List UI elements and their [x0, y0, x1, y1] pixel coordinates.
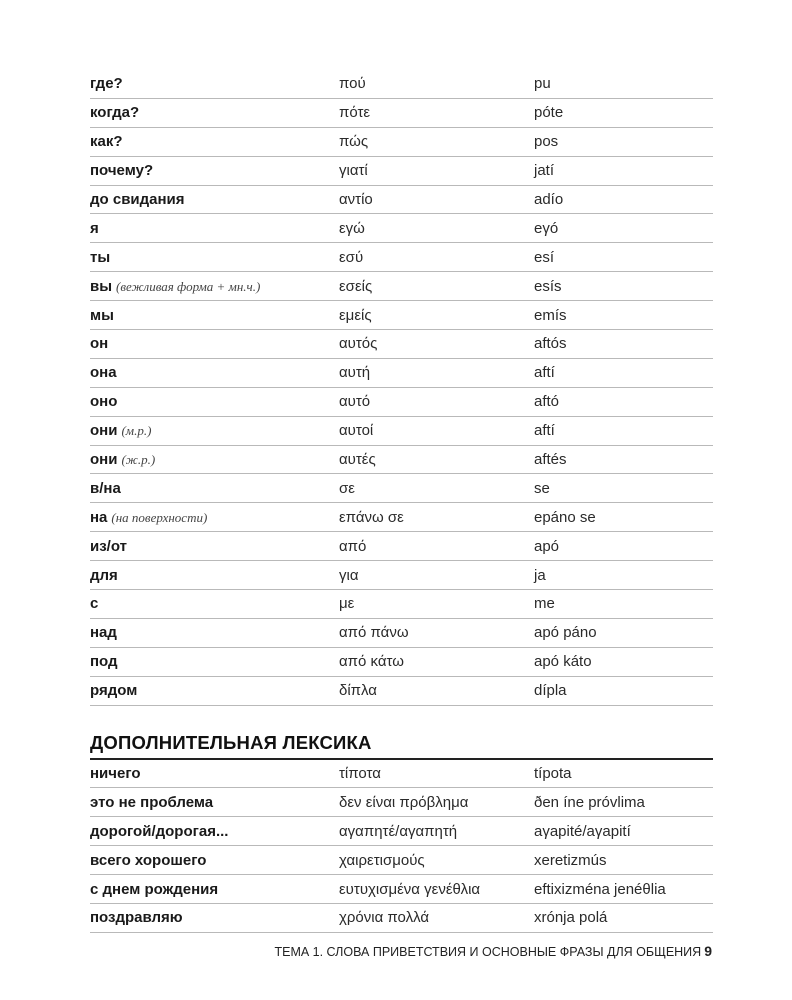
usage-note: (вежливая форма + мн.ч.): [116, 278, 261, 294]
greek-term: για: [339, 566, 359, 584]
greek-term: από: [339, 537, 367, 555]
transliteration: epáno se: [534, 508, 596, 526]
russian-term: [90, 191, 339, 208]
page-footer: [274, 943, 712, 959]
russian-term: [90, 595, 339, 612]
vocab-row: [90, 760, 713, 789]
vocab-row: [90, 128, 713, 157]
russian-term: [90, 278, 339, 295]
greek-term: εγώ: [339, 219, 365, 237]
transliteration: póte: [534, 104, 564, 122]
russian-term: [90, 682, 339, 699]
greek-term: αυτός: [339, 335, 378, 353]
vocab-row: [90, 359, 713, 388]
greek-term: αυτοί: [339, 422, 374, 440]
usage-note: (м.р.): [121, 423, 152, 439]
transliteration: aftó: [534, 393, 560, 411]
vocab-row: [90, 243, 713, 272]
vocab-table: [90, 70, 713, 706]
vocab-row: [90, 503, 713, 532]
russian-term: [90, 794, 339, 811]
greek-term: αντίο: [339, 191, 373, 208]
transliteration: dípla: [534, 682, 567, 700]
transliteration: típota: [534, 765, 572, 783]
greek-term: από πάνω: [339, 624, 409, 642]
vocab-row: [90, 70, 713, 99]
vocab-row: [90, 561, 713, 590]
greek-term: εμείς: [339, 306, 372, 324]
transliteration: me: [534, 595, 555, 613]
greek-term: με: [339, 595, 355, 613]
vocab-row: [90, 619, 713, 648]
russian-word: они: [90, 451, 118, 469]
greek-term: δεν είναι πρόβλημα: [339, 793, 469, 811]
vocab-row: [90, 474, 713, 503]
greek-term: πού: [339, 75, 366, 93]
russian-word: из/от: [90, 537, 127, 555]
vocab-row: [90, 417, 713, 446]
vocab-row: [90, 677, 713, 706]
page-content: [90, 70, 713, 933]
russian-term: [90, 823, 339, 840]
vocab-row: [90, 788, 713, 817]
greek-term: δίπλα: [339, 682, 377, 700]
russian-term: [90, 765, 339, 782]
russian-word: ничего: [90, 765, 141, 783]
transliteration: pu: [534, 75, 551, 93]
transliteration: aftí: [534, 422, 555, 440]
russian-word: как?: [90, 133, 123, 151]
transliteration: jatí: [534, 162, 555, 180]
russian-word: почему?: [90, 162, 154, 180]
transliteration: apó páno: [534, 624, 597, 642]
russian-word: мы: [90, 306, 114, 324]
extra-vocab-table: [90, 760, 713, 933]
russian-term: [90, 624, 339, 641]
russian-term: [90, 75, 339, 92]
russian-word: рядом: [90, 682, 138, 700]
page-number: 9: [704, 943, 712, 959]
russian-term: [90, 509, 339, 526]
vocab-row: [90, 388, 713, 417]
russian-word: дорогой/дорогая...: [90, 822, 229, 840]
transliteration: apó: [534, 537, 560, 555]
vocab-row: [90, 214, 713, 243]
greek-term: πότε: [339, 104, 371, 122]
greek-term: χρόνια πολλά: [339, 909, 430, 927]
russian-word: я: [90, 219, 99, 237]
russian-term: [90, 538, 339, 555]
greek-term: αυτή: [339, 364, 371, 382]
transliteration: xrónja polá: [534, 909, 608, 927]
russian-word: всего хорошего: [90, 851, 207, 869]
transliteration: eftixizména jenéθlia: [534, 880, 666, 898]
russian-term: [90, 162, 339, 179]
transliteration: apó káto: [534, 653, 592, 671]
vocab-row: [90, 157, 713, 186]
russian-word: он: [90, 335, 109, 353]
transliteration: aftés: [534, 451, 567, 469]
vocab-row: [90, 272, 713, 301]
transliteration: ðen íne próvlima: [534, 793, 645, 811]
transliteration: esís: [534, 277, 562, 295]
russian-word: для: [90, 566, 118, 584]
russian-word: оно: [90, 393, 118, 411]
usage-note: (на поверхности): [111, 509, 208, 525]
footer-chapter-title: ТЕМА 1. СЛОВА ПРИВЕТСТВИЯ И ОСНОВНЫЕ ФРАЗЫ ДЛЯ ОБЩЕНИЯ: [274, 945, 702, 959]
vocab-row: [90, 846, 713, 875]
transliteration: aγapité/aγapití: [534, 822, 631, 840]
russian-word: до свидания: [90, 191, 185, 208]
vocab-row: [90, 648, 713, 677]
russian-term: [90, 653, 339, 670]
greek-term: αυτές: [339, 451, 376, 469]
russian-word: под: [90, 653, 118, 671]
greek-term: ευτυχισμένα γενέθλια: [339, 880, 481, 898]
russian-term: [90, 852, 339, 869]
vocab-row: [90, 875, 713, 904]
transliteration: esí: [534, 248, 555, 266]
russian-term: [90, 133, 339, 150]
russian-word: они: [90, 422, 118, 440]
transliteration: xeretizmús: [534, 851, 607, 869]
greek-term: γιατί: [339, 162, 368, 180]
transliteration: pos: [534, 133, 559, 151]
greek-term: εσείς: [339, 277, 373, 295]
vocab-row: [90, 301, 713, 330]
russian-word: это не проблема: [90, 793, 214, 811]
transliteration: emís: [534, 306, 567, 324]
transliteration: ja: [534, 566, 546, 584]
russian-term: [90, 249, 339, 266]
vocab-row: [90, 99, 713, 128]
vocab-row: [90, 446, 713, 475]
greek-term: τίποτα: [339, 765, 381, 783]
greek-term: αγαπητέ/αγαπητή: [339, 822, 458, 840]
russian-term: [90, 393, 339, 410]
vocab-row: [90, 590, 713, 619]
transliteration: eγó: [534, 219, 559, 237]
russian-word: когда?: [90, 104, 140, 122]
greek-term: σε: [339, 479, 355, 497]
russian-term: [90, 422, 339, 439]
vocab-row: [90, 817, 713, 846]
russian-word: она: [90, 364, 117, 382]
russian-term: [90, 451, 339, 468]
russian-term: [90, 220, 339, 237]
transliteration: adío: [534, 191, 564, 208]
russian-word: где?: [90, 75, 123, 93]
transliteration: se: [534, 479, 550, 497]
russian-term: [90, 335, 339, 352]
greek-term: από κάτω: [339, 653, 404, 671]
vocab-row: [90, 904, 713, 933]
greek-term: αυτό: [339, 393, 371, 411]
russian-word: вы: [90, 277, 113, 295]
russian-term: [90, 909, 339, 926]
greek-term: επάνω σε: [339, 508, 404, 526]
russian-term: [90, 480, 339, 497]
vocab-row: [90, 532, 713, 561]
russian-word: над: [90, 624, 117, 642]
russian-word: в/на: [90, 479, 121, 497]
greek-term: εσύ: [339, 248, 364, 266]
greek-term: χαιρετισμούς: [339, 851, 425, 869]
russian-word: ты: [90, 248, 111, 266]
russian-word: на: [90, 508, 108, 526]
russian-term: [90, 104, 339, 121]
vocab-row: [90, 186, 713, 215]
russian-word: с: [90, 595, 99, 613]
greek-term: πώς: [339, 133, 369, 151]
russian-term: [90, 364, 339, 381]
russian-term: [90, 567, 339, 584]
usage-note: (ж.р.): [121, 452, 156, 468]
russian-word: поздравляю: [90, 909, 183, 927]
russian-term: [90, 307, 339, 324]
russian-term: [90, 881, 339, 898]
transliteration: aftí: [534, 364, 555, 382]
vocab-row: [90, 330, 713, 359]
transliteration: aftós: [534, 335, 567, 353]
section-heading: ДОПОЛНИТЕЛЬНАЯ ЛЕКСИКА: [90, 732, 713, 760]
russian-word: с днем рождения: [90, 880, 219, 898]
